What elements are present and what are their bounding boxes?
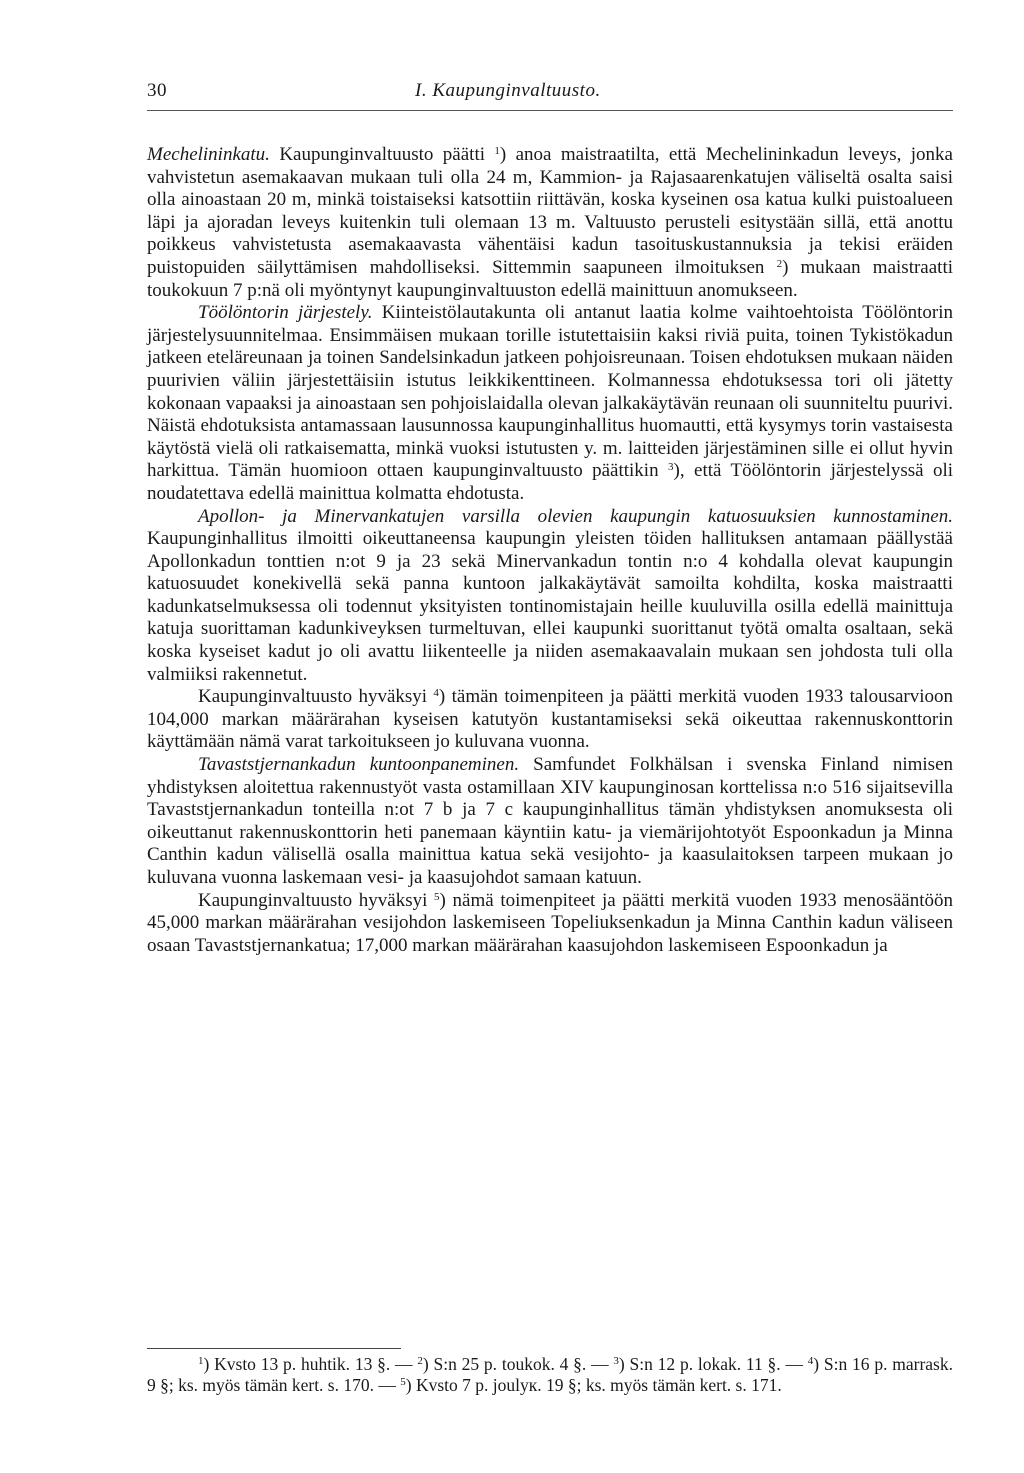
section-title: Apollon- ja Minervankatujen varsilla olevien kaupungin katuosuuksien kunnostaminen.: [198, 505, 953, 527]
footnote-ref: 5: [434, 890, 440, 903]
body-text: [147, 144, 953, 957]
footnote-ref: 4: [433, 687, 439, 700]
paragraph-appropriation-1: Kaupunginvaltuusto hyväksyi $^4$) tämän toimenpiteen ja päätti merkitä vuoden 1933 talousarvioon 104,000 markan määrärahan kyseisen katutyön kustantamiseksi sekä oikeuttaa rakennuskonttorin käyttämään nämä varat tarkoitukseen jo kuluvana vuonna.: [147, 686, 954, 753]
section-title: Mechelininkatu.: [147, 144, 270, 165]
paragraph-tavaststjernankatu: Tavaststjernankadun kuntoonpaneminen. Samfundet Folkhälsan i svenska Finland nimisen yhdistyksen aloitettua rakennustyöt vasta ostamillaan XIV kaupunginosan korttelissa n:o 516 sijaitsevilla Tavaststjernankadun tonteilla n:ot 7 b ja 7 c kaupunginhallitus tämän yhdistyksen anomuksesta oli oikeuttanut rakennuskonttorin heti panemaan käyntiin katu- ja viemärijohtotyöt Espoonkadun ja Minna Canthin kadun välisellä osalla mainittua katua sekä vesijohto- ja kaasulaitoksen tarpeen mukaan jo kuluvana vuonna laskemaan vesi- ja kaasujohdot samaan katuun.: [147, 754, 954, 888]
footnote-ref: 1: [494, 145, 500, 157]
paragraph-toolontori: Töölöntorin järjestely. Kiinteistölautakunta oli antanut laatia kolme vaihtoehtoista Töölöntorin järjestelysuunnitelmaa. Ensimmäisen mukaan torille istutettaisiin kaksi riviä puita, toinen Tykistökadun jatkeen eteläreunaan ja toinen Sandelsinkadun jatkeen pohjoisreunaan. Toisen ehdotuksen mukaan näiden puurivien väliin järjestettäisiin istutus leikkikenttineen. Kolmannessa ehdotuksessa tori oli jätetty kokonaan vapaaksi ja ainoastaan sen pohjoislaidalla olevan jalkakäytävän reunaan oli suunniteltu puurivi. Näistä ehdotuksista antamassaan lausunnossa kaupunginhallitus huomautti, että kysymys torin vastaisesta käytöstä vielä oli ratkaisematta, minkä vuoksi istutusten y. m. laitteiden järjestäminen sille ei ollut hyvin harkittua. Tämän huomioon ottaen kaupunginvaltuusto päättikin $^3$), että Töölöntorin järjestelyssä oli noudatettava edellä mainittua kolmatta ehdotusta.: [147, 302, 954, 504]
footnote-ref: 3: [668, 461, 674, 474]
running-title: I. Kaupunginvaltuusto.: [415, 80, 601, 101]
paragraph-mechelininkatu: Mechelininkatu. Kaupunginvaltuusto päätti $^1$) anoa maistraatilta, että Mechelininkadun leveys, jonka vahvistetun asemakaavan mukaan tuli olla 24 m, Kammion- ja Rajasaarenkatujen väliseltä osalta saisi olla ainoastaan 20 m, minkä toistaiseksi katsottiin riittävän, koska kyseinen osa katua kulki puistoalueen läpi ja ajoradan leveys kuitenkin tuli olemaan 13 m. Valtuusto perusteli esitystään sillä, että anottu poikkeus vahvistetusta asemakaavasta vähentäisi kadun tasoituskustannuksia ja tekisi eräiden puistopuiden säilyttämisen mahdolliseksi. Sittemmin saapuneen ilmoituksen $^2$) mukaan maistraatti toukokuun 7 p:nä oli myöntynyt kaupunginvaltuuston edellä mainittuun anomukseen.: [147, 144, 953, 301]
header-rule: [147, 110, 953, 111]
paragraph-appropriation-2: Kaupunginvaltuusto hyväksyi $^5$) nämä toimenpiteet ja päätti merkitä vuoden 1933 menosääntöön 45,000 markan määrärahan vesijohdon laskemiseen Topeliuksenkadun ja Minna Canthin kadun väliseen osaan Tavaststjernankatua; 17,000 markan määrärahan kaasujohdon laskemiseen Espoonkadun ja: [147, 889, 953, 956]
footnote-ref: 2: [776, 257, 783, 270]
footnote-rule: [147, 1348, 401, 1349]
section-title: Töölöntorin järjestely.: [198, 302, 373, 324]
section-title: Tavaststjernankadun kuntoonpaneminen.: [198, 754, 520, 776]
paragraph-apollon-minerva: Apollon- ja Minervankatujen varsilla olevien kaupungin katuosuuksien kunnostaminen. Kaupunginhallitus ilmoitti oikeuttaneensa kaupungin yleisten töiden hallituksen antamaan päällystää Apollonkadun tonttien n:ot 9 ja 23 sekä Minervankadun tontin n:o 4 kohdalla olevat kaupungin katuosuudet konekivellä sekä panna kuntoon jalkakäytävät samoilta kohdilta, koska maistraatti kadunkatselmuksessa oli todennut yksityisten tontinomistajain heille kuuluvilla osilla edellä mainittuja katuja suorittaman kadunkiveyksen turmeltuvan, ellei kaupunki suorittanut työtä omalta osaltaan, sekä koska kyseiset kadut jo oli avattu liikenteelle ja niiden asemakaavalain mukaan sen johdosta tuli olla valmiiksi rakennetut.: [147, 505, 953, 685]
page-number: 30: [147, 80, 167, 101]
footnotes: $^1$) Kvsto 13 p. huhtik. 13 §. — $^2$) S:n 25 p. toukok. 4 §. — $^3$) S:n 12 p. lokak. 11 §. — $^4$) S:n 16 p. marrask. 9 §; ks. myös tämän kert. s. 170. — $^5$) Kvsto 7 p. joulук. 19 §; ks. myös tämän kert. s. 171.: [147, 1354, 953, 1395]
